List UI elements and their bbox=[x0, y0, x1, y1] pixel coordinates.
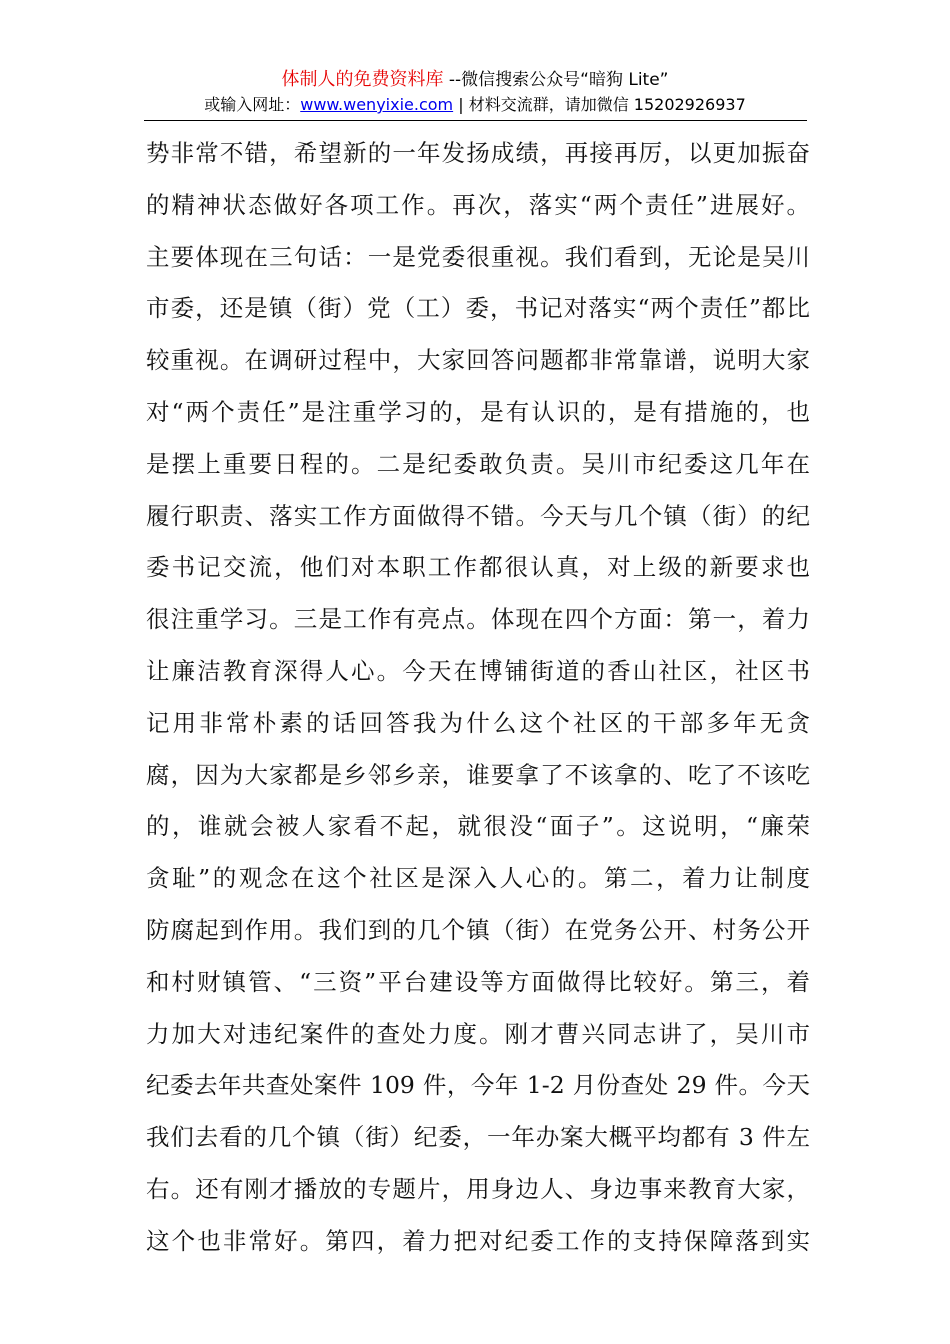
body-line: 力加大对违纪案件的查处力度。刚才曹兴同志讲了，吴川市 bbox=[146, 1019, 810, 1048]
header-line-1 bbox=[0, 68, 950, 92]
body-line: 防腐起到作用。我们到的几个镇（街）在党务公开、村务公开 bbox=[146, 915, 810, 944]
body-line: 的精神状态做好各项工作。再次，落实“两个责任”进展好。 bbox=[146, 190, 810, 219]
body-line: 对“两个责任”是注重学习的，是有认识的，是有措施的，也 bbox=[146, 397, 810, 426]
body-line: 市委，还是镇（街）党（工）委，书记对落实“两个责任”都比 bbox=[146, 294, 810, 323]
body-line: 右。还有刚才播放的专题片，用身边人、身边事来教育大家， bbox=[146, 1174, 810, 1203]
body-line: 和村财镇管、“三资”平台建设等方面做得比较好。第三，着 bbox=[146, 967, 810, 996]
body-line: 委书记交流，他们对本职工作都很认真，对上级的新要求也 bbox=[146, 553, 810, 582]
website-link[interactable]: www.wenyixie.com bbox=[300, 95, 454, 114]
body-line: 让廉洁教育深得人心。今天在博铺街道的香山社区，社区书 bbox=[146, 656, 810, 685]
body-line: 我们去看的几个镇（街）纪委，一年办案大概平均都有 3 件左 bbox=[146, 1123, 810, 1152]
body-line: 这个也非常好。第四，着力把对纪委工作的支持保障落到实 bbox=[146, 1226, 810, 1255]
body-line: 记用非常朴素的话回答我为什么这个社区的干部多年无贪 bbox=[146, 708, 810, 737]
page-header bbox=[0, 68, 950, 116]
body-line: 履行职责、落实工作方面做得不错。今天与几个镇（街）的纪 bbox=[146, 501, 810, 530]
header-line-2 bbox=[0, 94, 950, 116]
body-line: 纪委去年共查处案件 109 件，今年 1-2 月份查处 29 件。今天 bbox=[146, 1071, 810, 1100]
body-line: 很注重学习。三是工作有亮点。体现在四个方面：第一，着力 bbox=[146, 605, 810, 634]
body-line: 是摆上重要日程的。二是纪委敢负责。吴川市纪委这几年在 bbox=[146, 449, 810, 478]
header-tagline: --微信搜索公众号“暗狗 Lite” bbox=[443, 70, 669, 90]
header-contact: | 材料交流群，请加微信 15202926937 bbox=[453, 95, 746, 114]
body-line: 主要体现在三句话：一是党委很重视。我们看到，无论是吴川 bbox=[146, 242, 810, 271]
body-line: 较重视。在调研过程中，大家回答问题都非常靠谱，说明大家 bbox=[146, 346, 810, 375]
header-divider bbox=[144, 120, 807, 121]
body-text bbox=[146, 128, 810, 1268]
body-line: 贪耻”的观念在这个社区是深入人心的。第二，着力让制度 bbox=[146, 864, 810, 893]
header-brand: 体制人的免费资料库 bbox=[281, 69, 444, 90]
body-line: 腐，因为大家都是乡邻乡亲，谁要拿了不该拿的、吃了不该吃 bbox=[146, 760, 810, 789]
body-line: 的，谁就会被人家看不起，就很没“面子”。这说明，“廉荣 bbox=[146, 812, 810, 841]
body-line: 势非常不错，希望新的一年发扬成绩，再接再厉，以更加振奋 bbox=[146, 139, 810, 167]
header-url-prefix: 或输入网址： bbox=[204, 95, 301, 114]
